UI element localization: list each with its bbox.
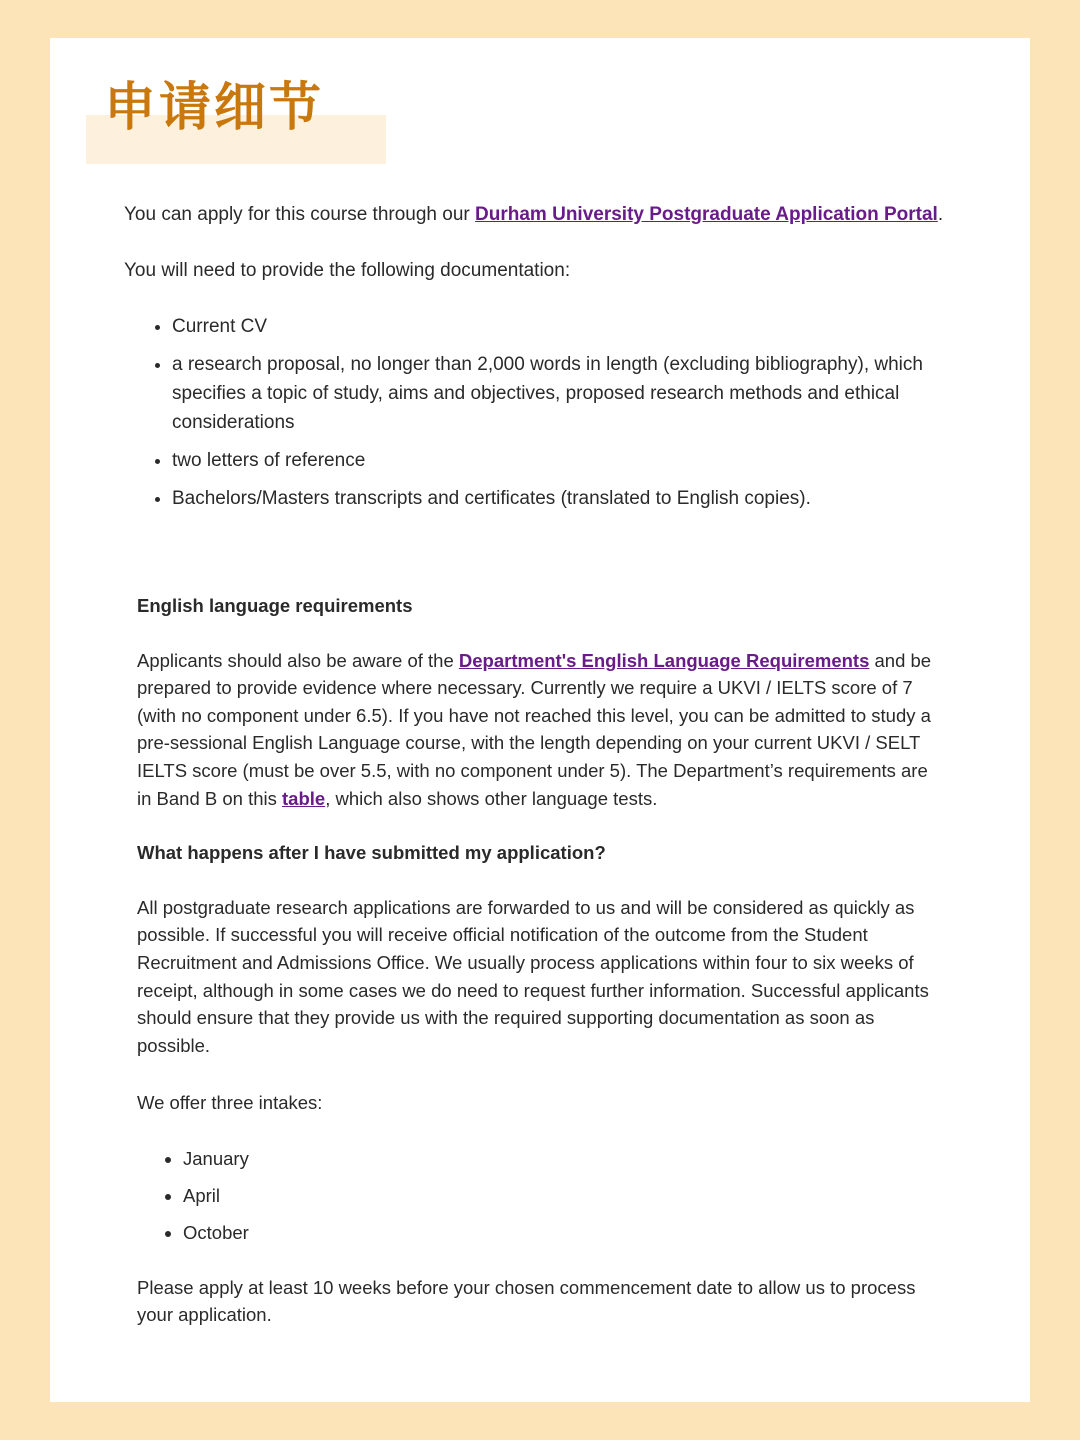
list-item: • Current CV	[172, 312, 944, 341]
closing-paragraph: Please apply at least 10 weeks before your chosen commencement date to allow us to process your application.	[137, 1276, 916, 1326]
application-portal-link[interactable]: Durham University Postgraduate Application Portal	[475, 204, 938, 225]
page-title: 申请细节	[104, 78, 325, 138]
list-item: • a research proposal, no longer than 2,000 words in length (excluding bibliography), which specifies a topic of study, aims and objectives, proposed research methods and ethical considerations	[172, 350, 944, 437]
list-item: • two letters of reference	[172, 446, 944, 475]
table-link[interactable]: table	[282, 787, 326, 809]
english-requirements-link[interactable]: Department's English Language Requirements	[458, 649, 870, 671]
apply-text: You can apply for this course through our	[124, 204, 476, 225]
english-text: and be prepared to provide evidence where necessary. Currently we require a UKVI / IELTS score of 7 (with no component under 6.5). If you have not reached this level, you can be admitted to study a pre-sessional English Language course, with the length depending on your current UKVI / SELT IELTS score (must be over 5.5, with no component under 5). The Department’s requirements are in Band B on this	[137, 649, 932, 809]
intakes-intro: We offer three intakes:	[137, 1092, 323, 1114]
english-text: , which also shows other language tests.	[325, 787, 658, 809]
requirements-section	[137, 592, 942, 1329]
content-card	[50, 38, 1030, 1402]
apply-paragraph	[124, 200, 944, 229]
list-item: • October	[183, 1219, 942, 1247]
after-heading: What happens after I have submitted my application?	[137, 842, 606, 864]
application-section	[124, 200, 944, 522]
intakes-list	[137, 1145, 942, 1247]
documentation-list	[124, 312, 944, 513]
english-paragraph	[137, 647, 942, 813]
list-item: • April	[183, 1182, 942, 1210]
apply-text-end: .	[937, 204, 944, 225]
after-paragraph: All postgraduate research applications are forwarded to us and will be considered as quickly as possible. If successful you will receive official notification of the outcome from the Student Recruitment and Admissions Office. We usually process applications within four to six weeks of receipt, although in some cases we do need to request further information. Successful applicants should ensure that they provide us with the required supporting documentation as soon as possible.	[137, 896, 929, 1056]
list-item: • Bachelors/Masters transcripts and certificates (translated to English copies).	[172, 484, 944, 513]
english-text: Applicants should also be aware of the	[137, 649, 459, 671]
english-heading: English language requirements	[137, 595, 413, 616]
documentation-intro: You will need to provide the following documentation:	[124, 260, 571, 281]
list-item: • January	[183, 1145, 942, 1173]
